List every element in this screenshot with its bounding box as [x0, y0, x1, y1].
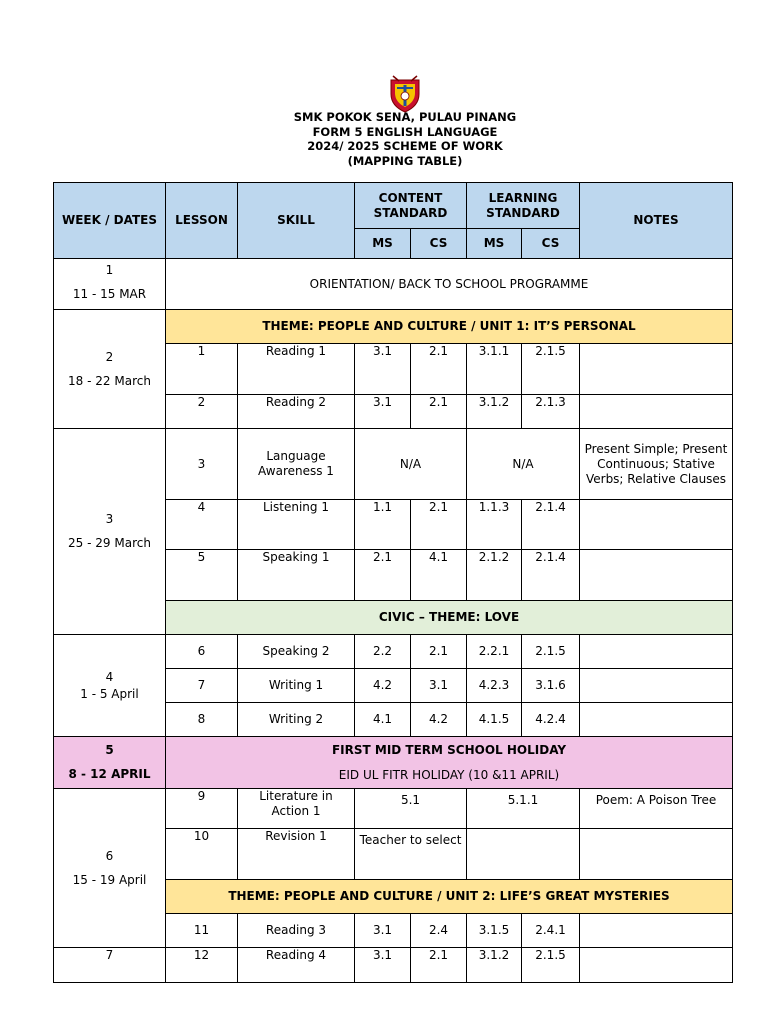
- content-ms: 2.1: [355, 550, 411, 601]
- col-content-standard: CONTENT STANDARD: [355, 183, 467, 229]
- content-cs: 4.2: [411, 703, 467, 737]
- lesson-row: [54, 635, 733, 669]
- lesson-notes: [580, 500, 733, 550]
- scheme-title: 2024/ 2025 SCHEME OF WORK: [307, 139, 503, 153]
- lesson-notes: [580, 829, 733, 880]
- lesson-notes: [580, 914, 733, 948]
- learning-cs: 2.1.4: [522, 500, 580, 550]
- learning-standard: [467, 829, 580, 880]
- content-ms: 3.1: [355, 395, 411, 429]
- lesson-notes: [580, 344, 733, 395]
- lesson-number: 7: [166, 669, 238, 703]
- week-cell: [54, 429, 166, 635]
- holiday-title: FIRST MID TERM SCHOOL HOLIDAY: [331, 742, 567, 757]
- week-cell: [54, 635, 166, 737]
- lesson-number: 8: [166, 703, 238, 737]
- learning-ms: 1.1.3: [467, 500, 522, 550]
- content-ms: 1.1: [355, 500, 411, 550]
- civic-banner: CIVIC – THEME: LOVE: [166, 601, 733, 635]
- lesson-skill: Literature in Action 1: [238, 789, 355, 829]
- lesson-skill: Writing 2: [238, 703, 355, 737]
- col-content-cs: CS: [411, 229, 467, 259]
- week-5-holiday-row: [54, 737, 733, 789]
- week-dates: 15 - 19 April: [72, 872, 147, 887]
- learning-cs: 2.1.5: [522, 344, 580, 395]
- lesson-row: [54, 789, 733, 829]
- learning-ms: 4.1.5: [467, 703, 522, 737]
- col-week-dates: WEEK / DATES: [54, 183, 166, 259]
- learning-ms: 3.1.1: [467, 344, 522, 395]
- col-lesson: LESSON: [166, 183, 238, 259]
- content-ms: 4.2: [355, 669, 411, 703]
- content-standard: N/A: [355, 429, 467, 500]
- learning-ms: 2.2.1: [467, 635, 522, 669]
- col-learning-ms: MS: [467, 229, 522, 259]
- col-content-ms: MS: [355, 229, 411, 259]
- learning-cs: 2.1.3: [522, 395, 580, 429]
- subject-title: FORM 5 ENGLISH LANGUAGE: [312, 124, 498, 139]
- lesson-number: 9: [166, 789, 238, 829]
- week-cell: [54, 948, 166, 983]
- content-ms: 4.1: [355, 703, 411, 737]
- content-ms: 3.1: [355, 344, 411, 395]
- lesson-number: 12: [166, 948, 238, 983]
- content-ms: 3.1: [355, 948, 411, 983]
- lesson-skill: Writing 1: [238, 669, 355, 703]
- week-dates: 25 - 29 March: [68, 536, 151, 550]
- learning-cs: 2.4.1: [522, 914, 580, 948]
- week-dates: 8 - 12 APRIL: [68, 767, 151, 781]
- week-dates: 18 - 22 March: [68, 373, 151, 388]
- lesson-skill: Language Awareness 1: [238, 429, 355, 500]
- col-notes: NOTES: [580, 183, 733, 259]
- week-dates: 11 - 15 MAR: [72, 287, 147, 301]
- week-cell: [54, 310, 166, 429]
- school-crest-icon: [385, 74, 425, 114]
- school-name: SMK POKOK SENA, PULAU PINANG: [293, 110, 517, 124]
- content-standard: 5.1: [355, 789, 467, 829]
- content-cs: 2.1: [411, 948, 467, 983]
- lesson-skill: Reading 3: [238, 914, 355, 948]
- week-1-row: [54, 259, 733, 310]
- lesson-skill: Speaking 2: [238, 635, 355, 669]
- content-cs: 2.1: [411, 635, 467, 669]
- mapping-subtitle: (MAPPING TABLE): [347, 153, 463, 168]
- week-number: 7: [105, 948, 114, 962]
- week-number: 1: [105, 263, 114, 277]
- lesson-row: [54, 948, 733, 983]
- lesson-number: 11: [166, 914, 238, 948]
- holiday-detail: EID UL FITR HOLIDAY (10 &11 APRIL): [338, 767, 560, 782]
- week-cell: [54, 737, 166, 789]
- content-cs: 3.1: [411, 669, 467, 703]
- learning-standard: N/A: [467, 429, 580, 500]
- lesson-notes: Present Simple; Present Continuous; Stative Verbs; Relative Clauses: [580, 429, 733, 500]
- learning-ms: 3.1.2: [467, 948, 522, 983]
- lesson-notes: [580, 948, 733, 983]
- theme-unit1-row: [54, 310, 733, 344]
- lesson-skill: Listening 1: [238, 500, 355, 550]
- week-cell: [54, 789, 166, 948]
- lesson-number: 1: [166, 344, 238, 395]
- week-number: 2: [105, 349, 114, 364]
- lesson-number: 4: [166, 500, 238, 550]
- lesson-skill: Reading 1: [238, 344, 355, 395]
- learning-ms: 2.1.2: [467, 550, 522, 601]
- header-row: [54, 183, 733, 229]
- week-number: 5: [105, 743, 114, 757]
- theme-banner: THEME: PEOPLE AND CULTURE / UNIT 1: IT’S PERSONAL: [166, 310, 733, 344]
- lesson-skill: Reading 2: [238, 395, 355, 429]
- theme-banner: THEME: PEOPLE AND CULTURE / UNIT 2: LIFE’S GREAT MYSTERIES: [166, 880, 733, 914]
- lesson-skill: Reading 4: [238, 948, 355, 983]
- learning-ms: 3.1.2: [467, 395, 522, 429]
- week-cell: [54, 259, 166, 310]
- week-number: 4: [105, 669, 114, 684]
- week-number: 6: [105, 848, 114, 863]
- lesson-number: 6: [166, 635, 238, 669]
- week-dates: 1 - 5 April: [80, 686, 139, 701]
- learning-cs: 3.1.6: [522, 669, 580, 703]
- orientation-event: ORIENTATION/ BACK TO SCHOOL PROGRAMME: [166, 259, 733, 310]
- lesson-number: 10: [166, 829, 238, 880]
- lesson-notes: [580, 550, 733, 601]
- lesson-skill: Speaking 1: [238, 550, 355, 601]
- content-cs: 2.1: [411, 395, 467, 429]
- col-learning-standard: LEARNING STANDARD: [467, 183, 580, 229]
- content-cs: 2.4: [411, 914, 467, 948]
- learning-standard: 5.1.1: [467, 789, 580, 829]
- content-cs: 2.1: [411, 500, 467, 550]
- col-skill: SKILL: [238, 183, 355, 259]
- learning-cs: 4.2.4: [522, 703, 580, 737]
- lesson-row: [54, 429, 733, 500]
- learning-cs: 2.1.4: [522, 550, 580, 601]
- learning-ms: 4.2.3: [467, 669, 522, 703]
- lesson-notes: [580, 635, 733, 669]
- lesson-notes: [580, 703, 733, 737]
- content-standard: Teacher to select: [355, 829, 467, 880]
- learning-cs: 2.1.5: [522, 948, 580, 983]
- lesson-number: 5: [166, 550, 238, 601]
- content-cs: 2.1: [411, 344, 467, 395]
- week-number: 3: [105, 512, 114, 526]
- scheme-of-work-table: [53, 182, 733, 983]
- learning-cs: 2.1.5: [522, 635, 580, 669]
- learning-ms: 3.1.5: [467, 914, 522, 948]
- col-learning-cs: CS: [522, 229, 580, 259]
- document-header: [0, 110, 768, 168]
- lesson-notes: Poem: A Poison Tree: [580, 789, 733, 829]
- content-ms: 3.1: [355, 914, 411, 948]
- lesson-notes: [580, 669, 733, 703]
- content-ms: 2.2: [355, 635, 411, 669]
- content-cs: 4.1: [411, 550, 467, 601]
- lesson-skill: Revision 1: [238, 829, 355, 880]
- lesson-notes: [580, 395, 733, 429]
- holiday-cell: [166, 737, 733, 789]
- lesson-number: 2: [166, 395, 238, 429]
- lesson-number: 3: [166, 429, 238, 500]
